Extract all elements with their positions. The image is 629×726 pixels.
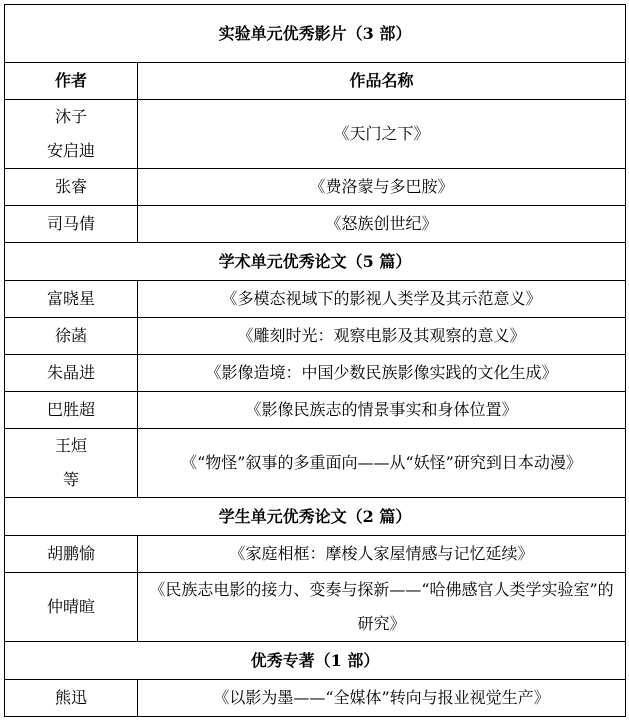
author-name: 仲晴暄 <box>5 573 138 642</box>
work-title-cell <box>138 429 626 498</box>
table-row <box>5 536 626 573</box>
author-name: 沐子 <box>54 107 87 126</box>
section-heading-row <box>5 498 626 536</box>
table-row <box>5 680 626 717</box>
work-title: 《家庭相框：摩梭人家屋情感与记忆延续》 <box>138 536 626 573</box>
work-title: 《雕刻时光：观察电影及其观察的意义》 <box>138 318 626 355</box>
work-title: 《多模态视域下的影视人类学及其示范意义》 <box>138 281 626 318</box>
awards-table <box>4 4 626 717</box>
author-cell <box>5 429 138 498</box>
section-heading: 学术单元优秀论文（5 篇） <box>5 243 626 281</box>
author-name: 徐菡 <box>5 318 138 355</box>
table-row <box>5 392 626 429</box>
work-title: 《以影为墨——“全媒体”转向与报业视觉生产》 <box>138 680 626 717</box>
author-name: 张睿 <box>5 169 138 206</box>
author-name: 巴胜超 <box>5 392 138 429</box>
work-title: 《影像民族志的情景事实和身体位置》 <box>138 392 626 429</box>
work-title: 《影像造境：中国少数民族影像实践的文化生成》 <box>138 355 626 392</box>
table-row <box>5 100 626 169</box>
table-row <box>5 206 626 243</box>
table-row <box>5 573 626 642</box>
author-name: 司马倩 <box>5 206 138 243</box>
author-name: 熊迅 <box>5 680 138 717</box>
author-name: 等 <box>62 470 79 489</box>
author-name: 胡鹏愉 <box>5 536 138 573</box>
author-column-header: 作者 <box>5 63 138 100</box>
table-row <box>5 429 626 498</box>
section-heading-row <box>5 5 626 63</box>
work-title: 《怒族创世纪》 <box>138 206 626 243</box>
section-heading-row <box>5 642 626 680</box>
section-heading-row <box>5 243 626 281</box>
section-heading: 优秀专著（1 部） <box>5 642 626 680</box>
table-row <box>5 318 626 355</box>
table-row <box>5 281 626 318</box>
work-title: 《民族志电影的接力、变奏与探新——“哈佛感官人类学实验室”的研究》 <box>149 580 614 633</box>
author-name: 朱晶进 <box>5 355 138 392</box>
work-title: 《“物怪”叙事的多重面向——从“妖怪”研究到日本动漫》 <box>181 453 582 472</box>
title-column-header: 作品名称 <box>138 63 626 100</box>
section-heading: 实验单元优秀影片（3 部） <box>5 5 626 63</box>
work-title: 《天门之下》 <box>138 100 626 169</box>
column-header-row <box>5 63 626 100</box>
author-name: 安启迪 <box>46 141 95 160</box>
section-heading: 学生单元优秀论文（2 篇） <box>5 498 626 536</box>
author-name: 富晓星 <box>5 281 138 318</box>
table-row <box>5 355 626 392</box>
work-title: 《费洛蒙与多巴胺》 <box>138 169 626 206</box>
author-cell <box>5 100 138 169</box>
author-name: 王烜 <box>54 436 87 455</box>
work-title-cell <box>138 573 626 642</box>
table-row <box>5 169 626 206</box>
